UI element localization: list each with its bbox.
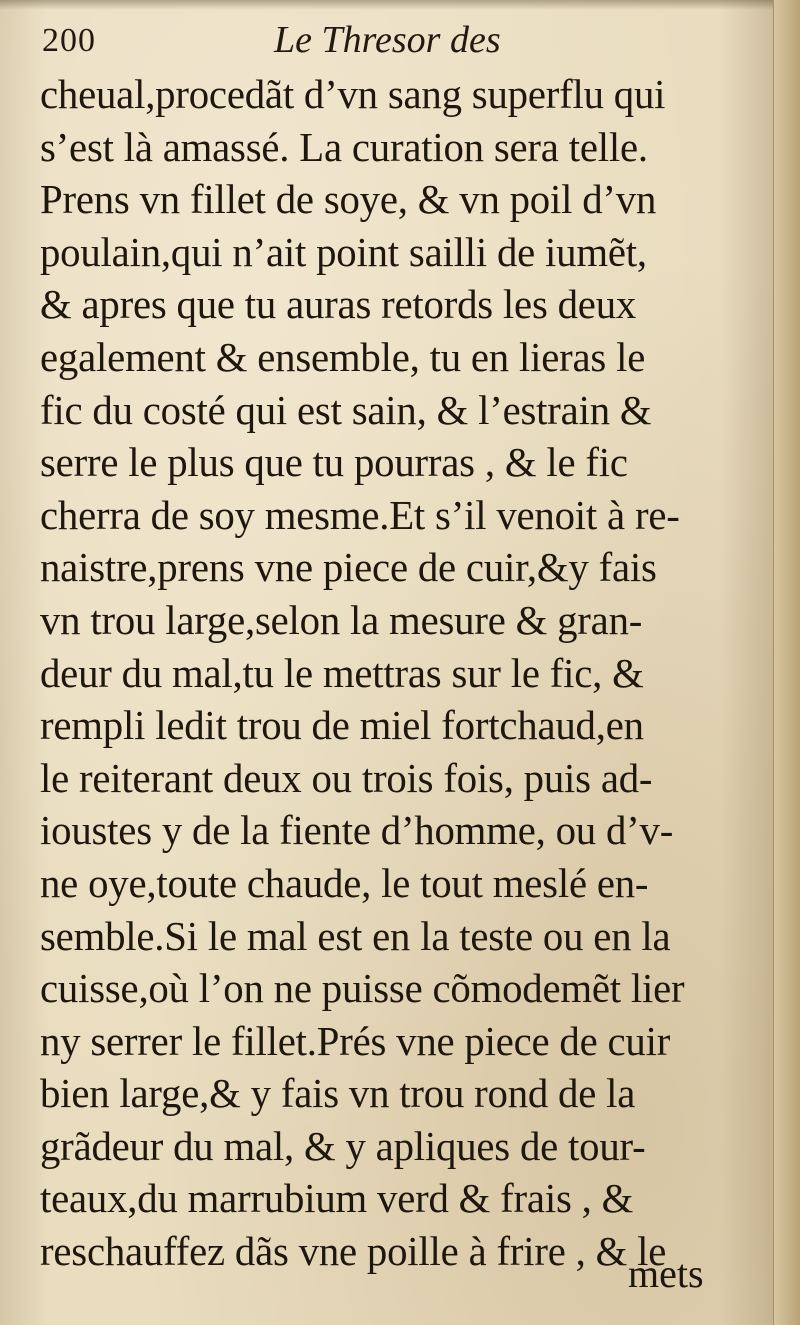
text-line: s’est là amassé. La curation sera telle. <box>40 123 648 170</box>
text-line: naistre,prens vne piece de cuir,&y fais <box>40 544 657 591</box>
text-line: bien large,& y fais vn trou rond de la <box>40 1070 636 1117</box>
text-line: fic du costé qui est sain, & l’estrain & <box>40 386 652 433</box>
text-line: cherra de soy mesme.Et s’il venoit à re- <box>40 491 680 538</box>
text-line: cuisse,où l’on ne puisse cõmodemẽt lier <box>40 965 685 1012</box>
text-line: Prens vn fillet de soye, & vn poil d’vn <box>40 176 657 223</box>
page-edge <box>773 0 800 1325</box>
catchword: mets <box>628 1251 704 1296</box>
page-header <box>42 14 742 74</box>
text-line: deur du mal,tu le mettras sur le fic, & <box>40 649 644 696</box>
text-line: & apres que tu auras retords les deux <box>40 281 637 328</box>
text-line: le reiterant deux ou trois fois, puis ad- <box>40 754 653 801</box>
text-line: rempli ledit trou de miel fortchaud,en <box>40 702 644 749</box>
text-line: grãdeur du mal, & y apliques de tour- <box>40 1122 646 1169</box>
text-line: semble.Si le mal est en la teste ou en la <box>40 912 671 959</box>
text-line: poulain,qui n’ait point sailli de iumẽt, <box>40 228 647 275</box>
text-line: ny serrer le fillet.Prés vne piece de cuir <box>40 1017 671 1064</box>
text-line: vn trou large,selon la mesure & gran- <box>40 596 643 643</box>
text-line: cheual,procedãt d’vn sang superflu qui <box>40 71 666 117</box>
text-line: egalement & ensemble, tu en lieras le <box>40 333 646 380</box>
running-head: Le Thresor des <box>274 19 501 61</box>
text-line: ne oye,toute chaude, le tout meslé en- <box>40 859 649 906</box>
page-number: 200 <box>42 22 96 59</box>
page-shadow <box>0 0 800 10</box>
text-line: serre le plus que tu pourras , & le fic <box>40 439 628 486</box>
text-line: teaux,du marrubium verd & frais , & <box>40 1175 634 1222</box>
text-line: reschauffez dãs vne poille à frire , & le <box>40 1228 667 1275</box>
text-line: ioustes y de la fiente d’homme, ou d’v- <box>40 807 674 854</box>
body-text <box>40 68 750 1278</box>
